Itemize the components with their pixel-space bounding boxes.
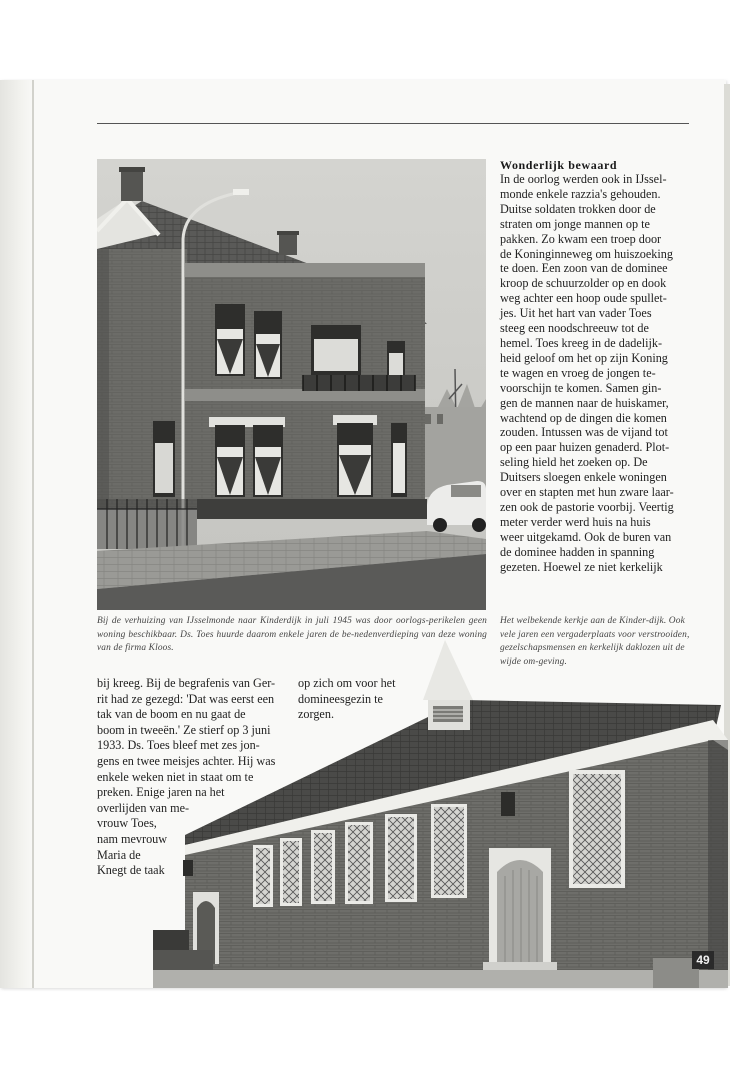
body-line: wachtend op de dingen die komen	[500, 410, 667, 425]
article-body-col2	[298, 676, 398, 723]
body-line: kroop de schuurzolder op en dook	[500, 276, 667, 291]
body-line: gens en twee meisjes achter. Hij was	[97, 753, 276, 768]
body-line: domineesgezin te	[298, 691, 383, 706]
header-rule	[97, 123, 689, 124]
spine-fold	[32, 80, 34, 988]
body-line: pakken. Zo kwam een troep door	[500, 231, 662, 246]
villa-illustration	[97, 159, 486, 610]
body-line: hemel. Toes kreeg in de dadelijk-	[500, 335, 663, 350]
article-body-right	[500, 172, 690, 574]
body-line: te wagen en vroeg de jongen te-	[500, 365, 656, 380]
article-body-col1	[97, 676, 275, 879]
body-line: op een paar huizen genaderd. Plot-	[500, 440, 670, 455]
body-line: heid geloof om het op zijn Koning	[500, 350, 668, 365]
body-line: over en stapten met hun zware laar-	[500, 485, 674, 500]
body-line: nam mevrouw	[97, 831, 168, 846]
body-line: zouden. Intussen was de vijand tot	[500, 425, 668, 440]
body-line: rit had ze gezegd: 'Dat was eerst een	[97, 691, 275, 706]
body-line: de dominee hadden in spanning	[500, 544, 655, 559]
body-line: Duitsers sloegen enkele woningen	[500, 470, 667, 485]
body-line: seling hield het zoeken op. De	[500, 455, 648, 470]
body-line: Knegt de taak	[97, 863, 165, 878]
body-line: zen ook de pastorie voorbij. Veertig	[500, 499, 674, 514]
body-line: de Koninginneweg om huiszoeking	[500, 246, 673, 261]
page-spine	[0, 80, 34, 988]
body-line: boom in tweeën.' Ze stierf op 3 juni	[97, 722, 271, 737]
body-line: meter verder werd huis na huis	[500, 514, 651, 529]
body-line: weg achter een hoop oude spullet-	[500, 291, 667, 306]
body-line: overlijden van me-	[97, 800, 190, 815]
body-line: bij kreeg. Bij de begrafenis van Ger-	[97, 676, 276, 690]
villa-caption: Bij de verhuizing van IJsselmonde naar Kinderdijk in juli 1945 was door oorlogs-perikelen geen woning beschikbaar. Ds. Toes huurde daarom enkele jaren de be-nedenverdieping van deze woning van de firma Kloos.	[97, 616, 487, 654]
body-line: Duitse soldaten trokken door de	[500, 201, 656, 216]
body-line: monde enkele razzia's gehouden.	[500, 186, 661, 201]
body-line: zorgen.	[298, 707, 334, 722]
villa-photo	[97, 159, 486, 610]
body-line: steeg een noodschreeuw tot de	[500, 321, 649, 336]
body-line: enkele weken niet in staat om te	[97, 769, 254, 784]
section-heading: Wonderlijk bewaard	[500, 158, 618, 172]
body-line: weer uitgekamd. Ook de buren van	[500, 529, 672, 544]
body-line: 1933. Ds. Toes bleef met zes jon-	[97, 738, 260, 753]
body-line: gen de mannen naar de huiskamer,	[500, 395, 669, 410]
body-line: vrouw Toes,	[97, 816, 157, 831]
body-line: In de oorlog werden ook in IJssel-	[500, 172, 667, 186]
body-line: te doen. Een zoon van de dominee	[500, 261, 668, 276]
body-line: tak van de boom en nu gaat de	[97, 707, 246, 722]
body-line: preken. Enige jaren na het	[97, 785, 225, 800]
page-number: 49	[692, 951, 714, 969]
body-line: Maria de	[97, 847, 141, 862]
body-line: voorschijn te komen. Samen gin-	[500, 380, 662, 395]
body-line: jes. Uit het hart van vader Toes	[500, 306, 652, 321]
church-caption: Het welbekende kerkje aan de Kinder-dijk. Ook vele jaren een vergaderplaats voor verstrooiden, gezelschapsmensen en kerkelijk daklozen uit de wijde om-geving.	[500, 616, 690, 667]
body-line: straten om jonge mannen op te	[500, 216, 650, 231]
body-line: gezeten. Hoewel ze niet kerkelijk	[500, 559, 663, 574]
body-line: op zich om voor het	[298, 676, 396, 690]
